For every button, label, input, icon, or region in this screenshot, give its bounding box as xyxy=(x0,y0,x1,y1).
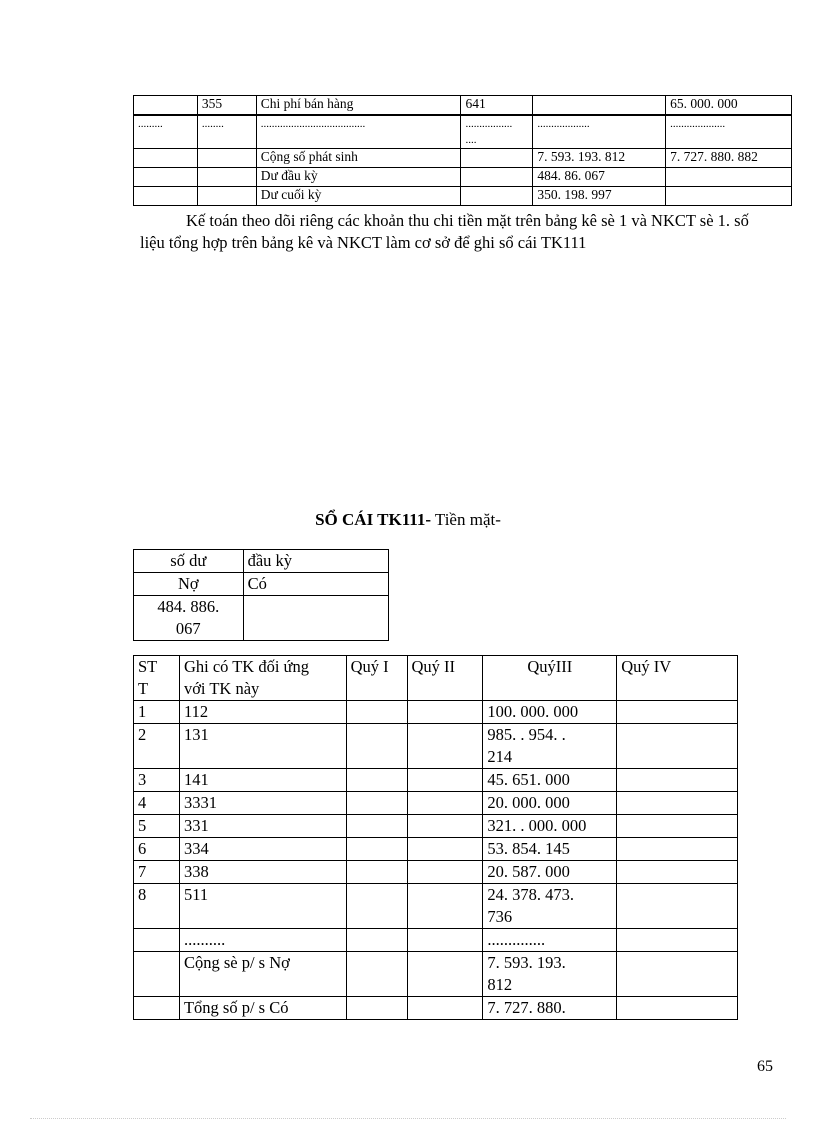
ledger-cell: 45. 651. 000 xyxy=(483,769,617,792)
top-table-cell: Chi phí bán hàng xyxy=(256,96,461,116)
ledger-cell xyxy=(134,929,180,952)
top-table-cell: .................... xyxy=(666,115,792,149)
ledger-cell: 1 xyxy=(134,701,180,724)
top-table-cell: ........ xyxy=(197,115,256,149)
ledger-cell: 112 xyxy=(179,701,346,724)
balance-header-left: số dư xyxy=(134,550,244,573)
top-table-cell: 355 xyxy=(197,96,256,116)
ledger-cell: 334 xyxy=(179,838,346,861)
ledger-cell: 20. 587. 000 xyxy=(483,861,617,884)
ledger-header-cell: Quý IV xyxy=(617,656,738,701)
ledger-cell: 985. . 954. . 214 xyxy=(483,724,617,769)
ledger-row xyxy=(134,701,738,724)
ledger-row xyxy=(134,724,738,769)
ledger-table xyxy=(133,655,738,1020)
top-table-cell: ...................................... xyxy=(256,115,461,149)
ledger-cell: 2 xyxy=(134,724,180,769)
ledger-cell: 100. 000. 000 xyxy=(483,701,617,724)
ledger-cell xyxy=(407,929,483,952)
ledger-cell: 53. 854. 145 xyxy=(483,838,617,861)
ledger-cell xyxy=(617,884,738,929)
ledger-row xyxy=(134,884,738,929)
ledger-cell xyxy=(346,792,407,815)
top-table-cell xyxy=(666,187,792,206)
ledger-cell xyxy=(346,884,407,929)
top-table-cell: 350. 198. 997 xyxy=(533,187,666,206)
ledger-header-cell: Quý II xyxy=(407,656,483,701)
ledger-cell xyxy=(346,724,407,769)
top-table-cell: Dư đầu kỳ xyxy=(256,168,461,187)
ledger-cell: 7. 593. 193. 812 xyxy=(483,952,617,997)
top-table-cell xyxy=(134,187,198,206)
top-table-row xyxy=(134,149,792,168)
ledger-row xyxy=(134,838,738,861)
ledger-cell: Cộng sè p/ s Nợ xyxy=(179,952,346,997)
ledger-cell xyxy=(346,952,407,997)
ledger-cell xyxy=(617,815,738,838)
ledger-cell xyxy=(407,952,483,997)
ledger-title-bold: SỔ CÁI TK111- xyxy=(315,510,431,529)
ledger-cell xyxy=(346,838,407,861)
ledger-cell: 511 xyxy=(179,884,346,929)
ledger-cell xyxy=(617,861,738,884)
ledger-cell: 20. 000. 000 xyxy=(483,792,617,815)
ledger-header-cell: Quý I xyxy=(346,656,407,701)
ledger-title xyxy=(0,510,816,530)
ledger-title-suffix: Tiền mặt- xyxy=(430,510,501,529)
ledger-cell xyxy=(346,997,407,1020)
ledger-row xyxy=(134,769,738,792)
body-paragraph: Kế toán theo dõi riêng các khoản thu chi tiền mặt trên bảng kê sè 1 và NKCT sè 1. số liệu tổng hợp trên bảng kê và NKCT làm cơ sở để ghi sổ cái TK111 xyxy=(140,211,749,252)
top-table-cell xyxy=(134,96,198,116)
ledger-cell: Tổng số p/ s Có xyxy=(179,997,346,1020)
ledger-row xyxy=(134,792,738,815)
ledger-cell: 5 xyxy=(134,815,180,838)
ledger-cell: 3331 xyxy=(179,792,346,815)
ledger-cell xyxy=(346,929,407,952)
top-table-row xyxy=(134,115,792,149)
top-table-cell: 7. 727. 880. 882 xyxy=(666,149,792,168)
ledger-cell xyxy=(407,884,483,929)
ledger-cell: 4 xyxy=(134,792,180,815)
ledger-cell xyxy=(617,769,738,792)
ledger-row xyxy=(134,952,738,997)
ledger-cell: 338 xyxy=(179,861,346,884)
top-table-cell: 7. 593. 193. 812 xyxy=(533,149,666,168)
top-table-row xyxy=(134,187,792,206)
top-table-cell xyxy=(197,168,256,187)
balance-credit-value xyxy=(243,596,388,641)
ledger-cell xyxy=(617,838,738,861)
ledger-cell xyxy=(407,861,483,884)
top-table-cell: 484. 86. 067 xyxy=(533,168,666,187)
top-table-cell xyxy=(134,168,198,187)
top-table-cell xyxy=(134,149,198,168)
ledger-cell xyxy=(407,815,483,838)
top-table-row xyxy=(134,96,792,116)
ledger-row xyxy=(134,997,738,1020)
ledger-cell xyxy=(407,769,483,792)
balance-debit-value: 484. 886. 067 xyxy=(134,596,244,641)
ledger-cell: 8 xyxy=(134,884,180,929)
top-table-cell xyxy=(197,187,256,206)
top-table-cell: Cộng số phát sinh xyxy=(256,149,461,168)
top-table-cell xyxy=(461,187,533,206)
ledger-cell xyxy=(617,952,738,997)
ledger-cell: 6 xyxy=(134,838,180,861)
ledger-cell xyxy=(346,815,407,838)
ledger-cell xyxy=(617,792,738,815)
ledger-cell xyxy=(407,724,483,769)
page-bottom-rule xyxy=(30,1118,786,1119)
ledger-cell: 7. 727. 880. xyxy=(483,997,617,1020)
top-table-cell: ......... xyxy=(134,115,198,149)
balance-debit-label: Nợ xyxy=(134,573,244,596)
ledger-row xyxy=(134,815,738,838)
balance-credit-label: Có xyxy=(243,573,388,596)
ledger-cell: 331 xyxy=(179,815,346,838)
ledger-cell xyxy=(407,997,483,1020)
top-table-cell xyxy=(197,149,256,168)
opening-balance-table xyxy=(133,549,389,641)
ledger-cell xyxy=(407,792,483,815)
ledger-cell xyxy=(346,701,407,724)
ledger-cell: 24. 378. 473. 736 xyxy=(483,884,617,929)
ledger-cell xyxy=(134,952,180,997)
ledger-cell: 131 xyxy=(179,724,346,769)
ledger-cell: 141 xyxy=(179,769,346,792)
ledger-cell xyxy=(617,997,738,1020)
ledger-cell xyxy=(134,997,180,1020)
top-table-cell xyxy=(461,168,533,187)
balance-header-right: đầu kỳ xyxy=(243,550,388,573)
ledger-row xyxy=(134,929,738,952)
top-table-cell: Dư cuối kỳ xyxy=(256,187,461,206)
ledger-header-cell: Ghi có TK đối ứng với TK này xyxy=(179,656,346,701)
top-table-row xyxy=(134,168,792,187)
ledger-cell xyxy=(617,701,738,724)
top-table-cell: ................... xyxy=(533,115,666,149)
ledger-cell: .............. xyxy=(483,929,617,952)
ledger-cell xyxy=(407,701,483,724)
top-table-cell: 641 xyxy=(461,96,533,116)
ledger-header-cell: QuýIII xyxy=(483,656,617,701)
top-table-cell xyxy=(461,149,533,168)
page-number: 65 xyxy=(757,1058,773,1075)
ledger-cell: 7 xyxy=(134,861,180,884)
ledger-cell xyxy=(346,769,407,792)
top-table-cell: ................. .... xyxy=(461,115,533,149)
ledger-row xyxy=(134,861,738,884)
ledger-cell xyxy=(407,838,483,861)
ledger-cell xyxy=(617,724,738,769)
ledger-header-cell: ST T xyxy=(134,656,180,701)
ledger-cell: 3 xyxy=(134,769,180,792)
ledger-cell xyxy=(617,929,738,952)
ledger-cell xyxy=(346,861,407,884)
ledger-cell: 321. . 000. 000 xyxy=(483,815,617,838)
ledger-cell: .......... xyxy=(179,929,346,952)
top-table-cell xyxy=(666,168,792,187)
top-continuation-table xyxy=(133,95,792,206)
top-table-cell xyxy=(533,96,666,116)
top-table-cell: 65. 000. 000 xyxy=(666,96,792,116)
